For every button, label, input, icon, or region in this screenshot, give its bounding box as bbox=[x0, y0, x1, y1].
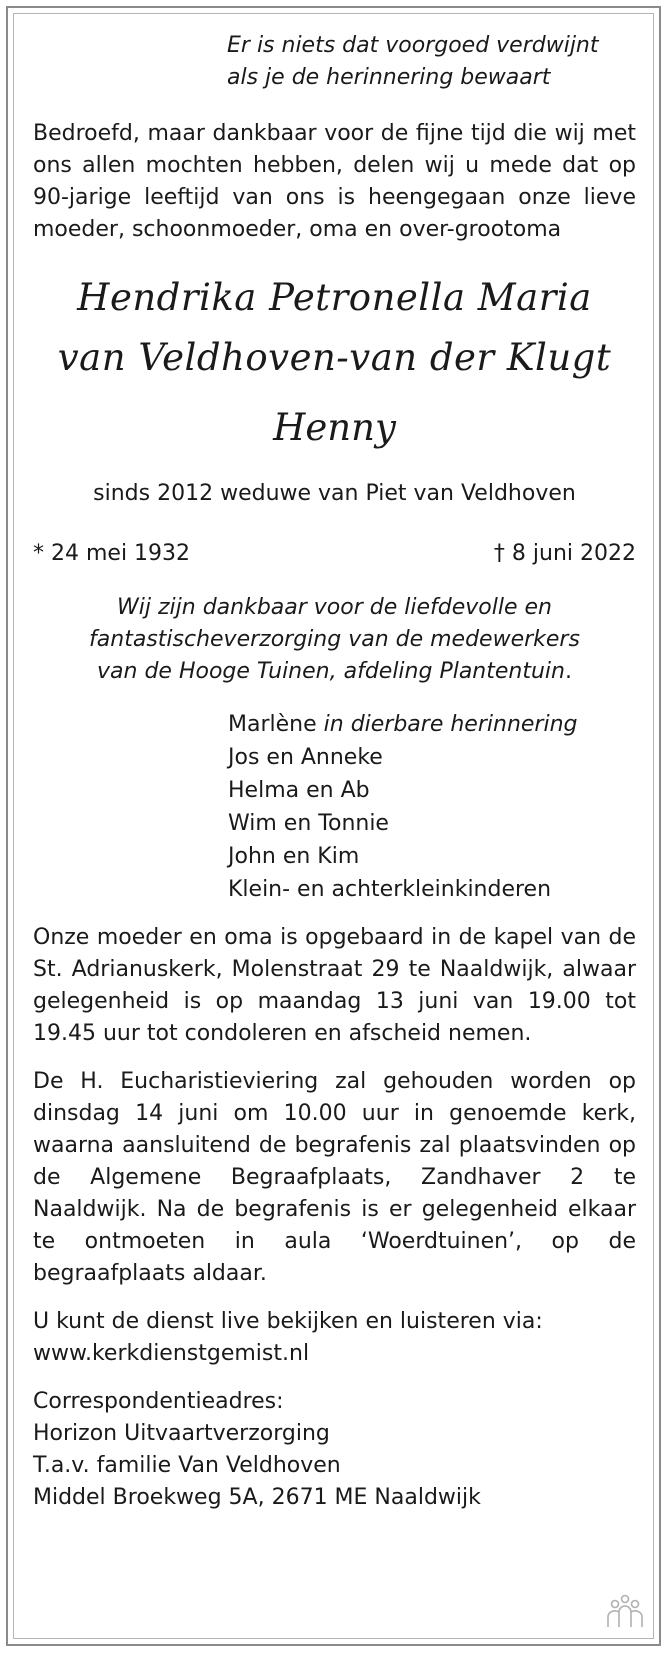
family-member-name: Marlène bbox=[228, 712, 317, 737]
motto bbox=[227, 30, 636, 94]
family-member: Helma en Ab bbox=[228, 778, 370, 803]
family-member: John en Kim bbox=[228, 844, 360, 869]
thanks-text bbox=[33, 592, 636, 688]
service-paragraph: De H. Eucharistieviering zal gehouden worden op dinsdag 14 juni om 10.00 uur in genoemde kerk, waarna aansluitend de begrafenis zal plaatsvinden op de Algemene Begraafplaats, Zandhaver 2 te Naaldwijk. Na de begrafenis is er gelegenheid elkaar te ontmoeten in aula ‘Woerdtuinen’, op de begraafplaats aldaar. bbox=[33, 1069, 636, 1286]
deceased-name bbox=[33, 268, 636, 388]
family-member: Jos en Anneke bbox=[228, 745, 383, 770]
correspondence-address bbox=[33, 1386, 636, 1514]
intro-text: Bedroefd, maar dankbaar voor de fijne tijd die wij met ons allen mochten hebben, delen wij u mede dat op 90-jarige leeftijd van ons is heengegaan onze lieve moeder, schoonmoeder, oma en over-grootoma bbox=[33, 121, 636, 242]
address-label: Correspondentieadres: bbox=[33, 1389, 284, 1414]
livestream-text: U kunt de dienst live bekijken en luisteren via: bbox=[33, 1309, 543, 1334]
dates-row bbox=[33, 538, 636, 570]
family-people-icon bbox=[605, 1594, 645, 1628]
address-street: Middel Broekweg 5A, 2671 ME Naaldwijk bbox=[33, 1485, 481, 1510]
birth-date: * 24 mei 1932 bbox=[33, 541, 191, 566]
address-company: Horizon Uitvaartverzorging bbox=[33, 1421, 330, 1446]
thanks-line: Wij zijn dankbaar voor de liefdevolle en bbox=[117, 595, 552, 620]
thanks-line: fantastischeverzorging van de medewerkers bbox=[89, 627, 580, 652]
nickname: Henny bbox=[273, 406, 396, 449]
address-attn: T.a.v. familie Van Veldhoven bbox=[33, 1453, 341, 1478]
in-memoriam-note: in dierbare herinnering bbox=[323, 712, 578, 737]
motto-line: als je de herinnering bewaart bbox=[227, 65, 551, 90]
livestream-paragraph bbox=[33, 1306, 636, 1370]
death-date: † 8 juni 2022 bbox=[493, 541, 636, 566]
notice-content bbox=[33, 30, 636, 1514]
motto-line: Er is niets dat voorgoed verdwijnt bbox=[227, 33, 599, 58]
thanks-period: . bbox=[564, 659, 572, 684]
thanks-line bbox=[33, 656, 636, 688]
family-member bbox=[228, 708, 636, 741]
livestream-url: www.kerkdienstgemist.nl bbox=[33, 1341, 310, 1366]
family-list bbox=[228, 708, 636, 906]
widow-line: sinds 2012 weduwe van Piet van Veldhoven bbox=[93, 481, 576, 506]
family-member: Klein- en achterkleinkinderen bbox=[228, 877, 552, 902]
thanks-line-text: van de Hooge Tuinen, afdeling Plantentuin bbox=[97, 659, 565, 684]
name-line-2: van Veldhoven-van der Klugt bbox=[57, 336, 612, 379]
name-line-1: Hendrika Petronella Maria bbox=[77, 276, 592, 319]
viewing-paragraph: Onze moeder en oma is opgebaard in de kapel van de St. Adrianuskerk, Molenstraat 29 te Naaldwijk, alwaar gelegenheid is op maandag 13 juni van 19.00 tot 19.45 uur tot condoleren en afscheid nemen. bbox=[33, 925, 636, 1046]
family-member: Wim en Tonnie bbox=[228, 811, 389, 836]
